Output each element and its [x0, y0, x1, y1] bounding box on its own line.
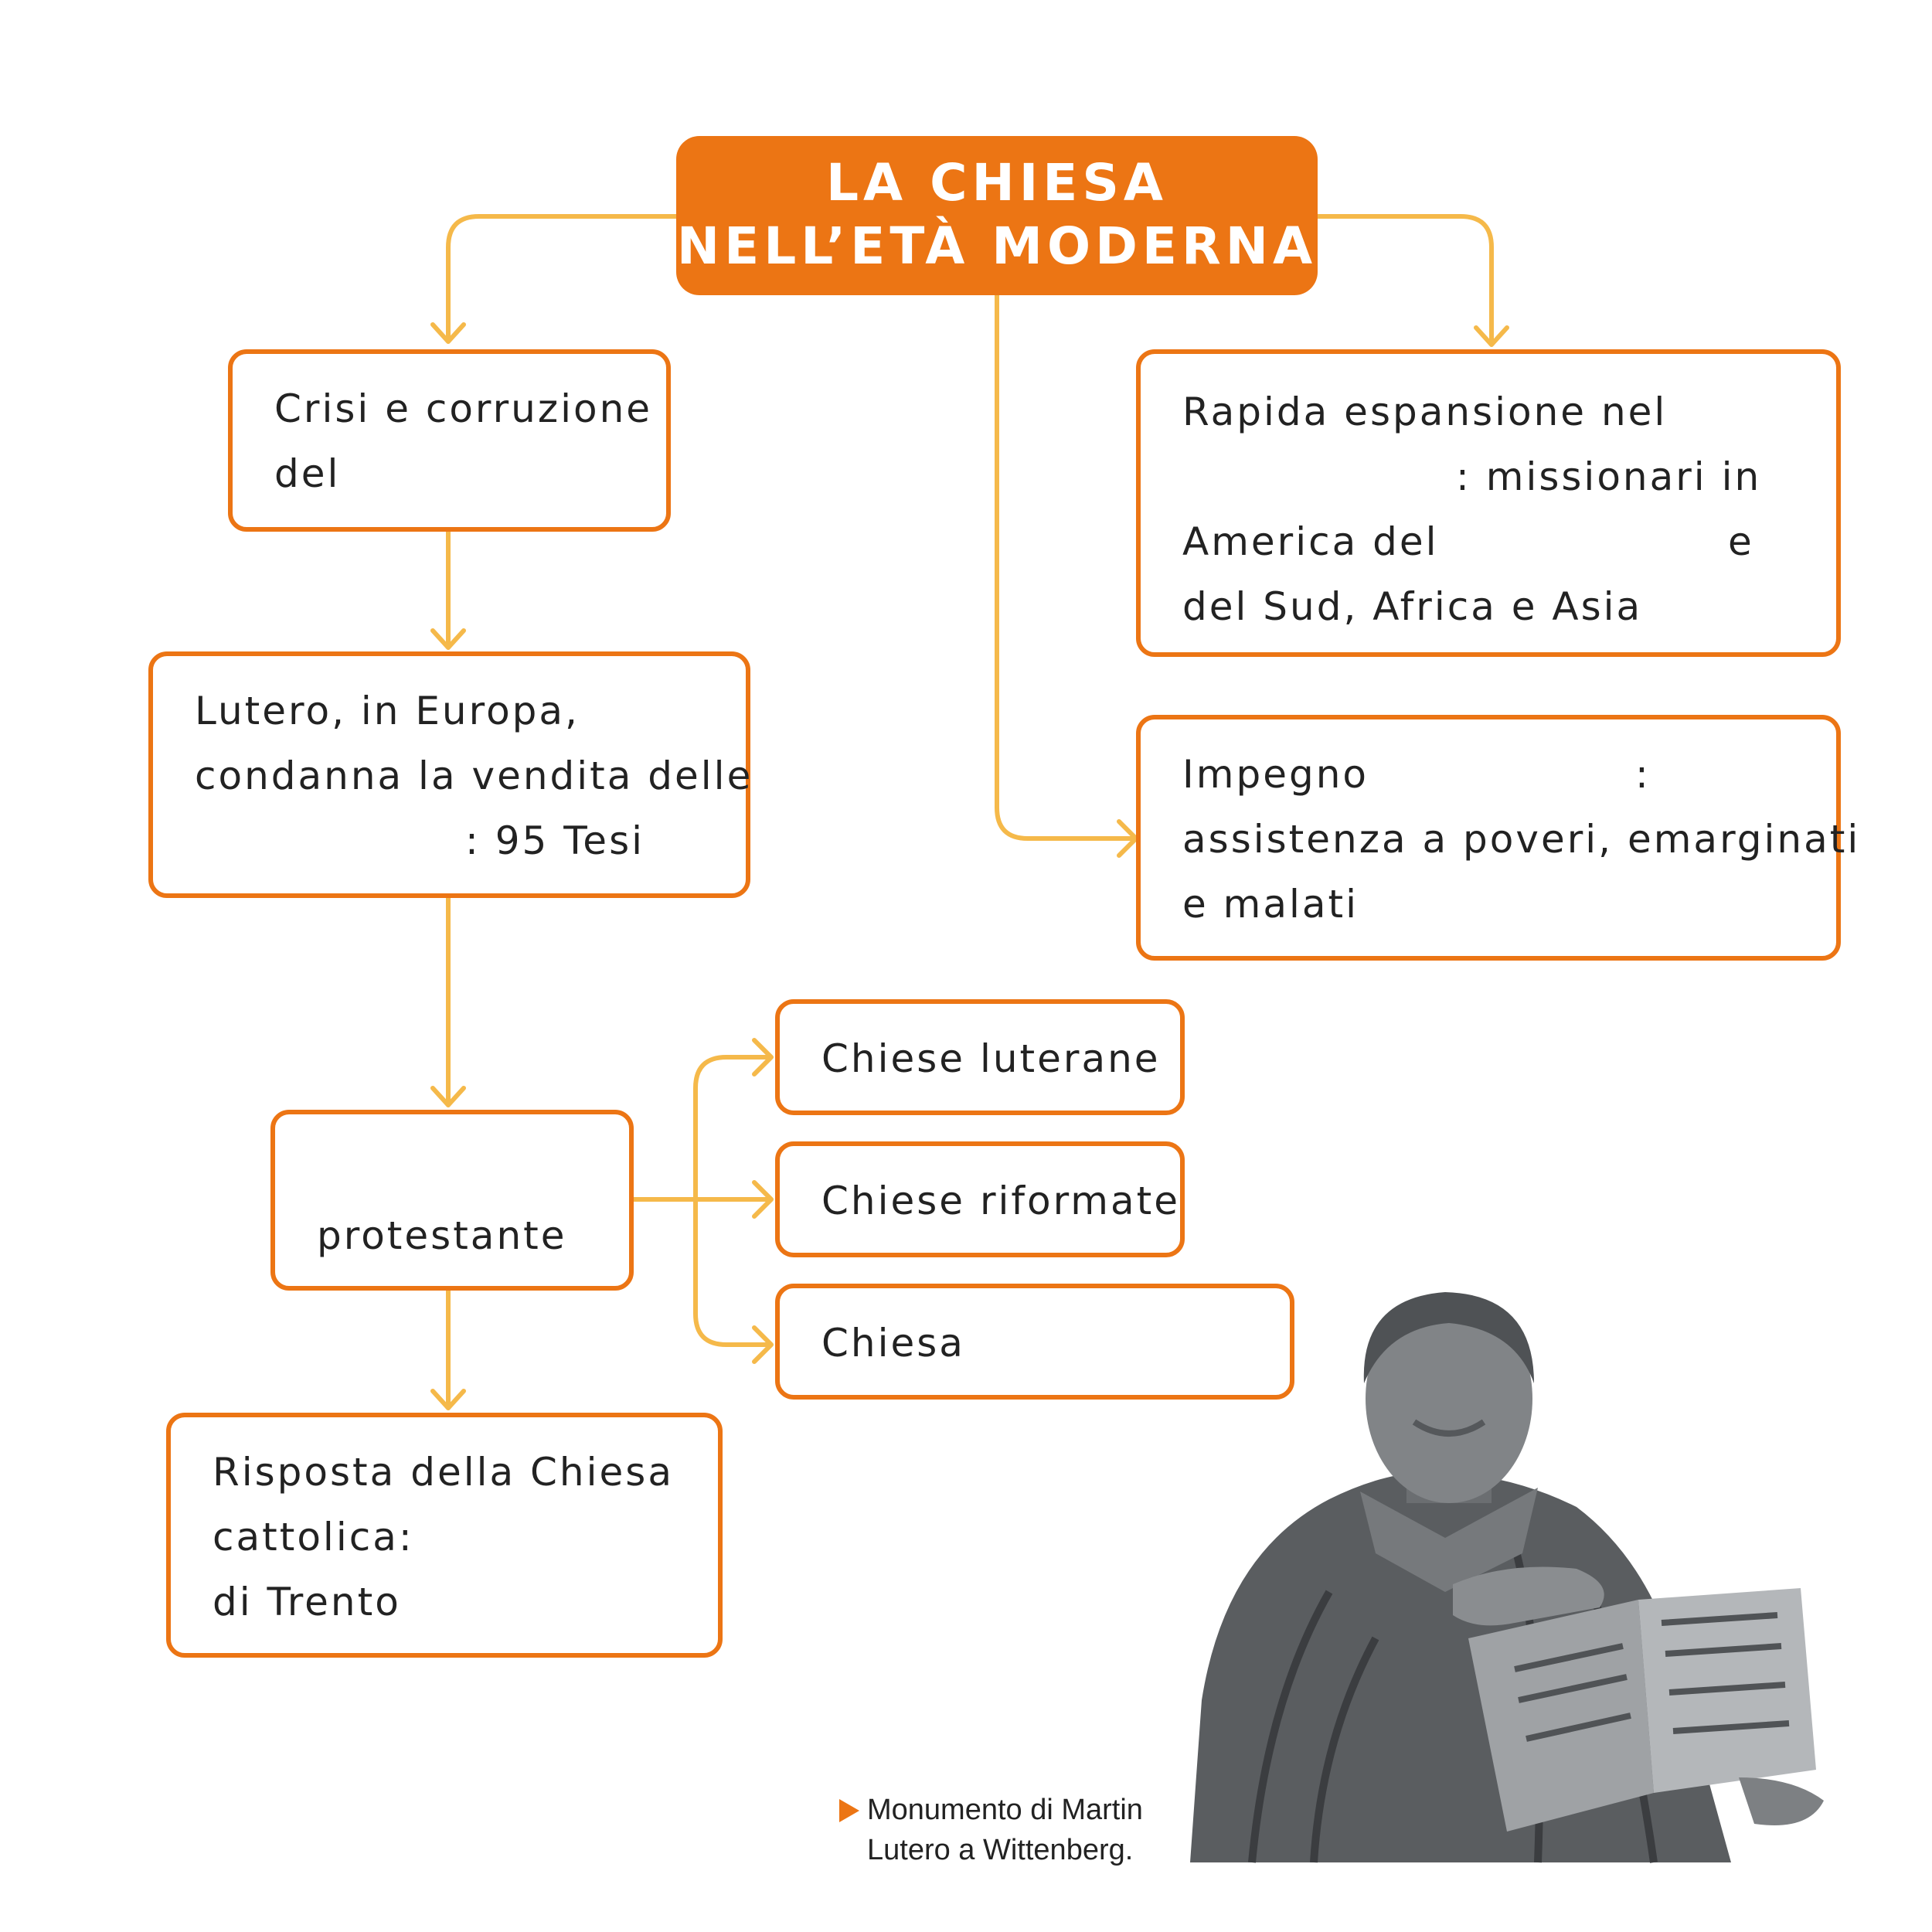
- connector-title-to-impegno: [997, 295, 1134, 838]
- connector-title-to-espansione: [1318, 216, 1492, 342]
- image-caption: [867, 1790, 1143, 1870]
- title-line-2: NELL’ETÀ MODERNA: [676, 216, 1318, 276]
- protestante-box: [270, 1110, 634, 1291]
- risposta-box: [166, 1413, 723, 1658]
- riformate-box: [775, 1141, 1185, 1257]
- chiesa-line-1: Chiesa: [821, 1321, 965, 1366]
- lutero-box: [148, 651, 753, 898]
- lutero-line-2: condanna la vendita delle: [195, 753, 753, 798]
- statue-lower-hand: [1739, 1777, 1824, 1825]
- crisi-line-2: del: [274, 451, 341, 496]
- espansione-line-1: Rapida espansione nel: [1182, 389, 1668, 434]
- luterane-line-1: Chiese luterane: [821, 1036, 1161, 1081]
- espansione-box: [1136, 349, 1841, 657]
- lutero-line-3: : 95 Tesi: [465, 818, 645, 863]
- title-line-1: LA CHIESA: [825, 153, 1168, 213]
- chiesa-box: [775, 1284, 1294, 1400]
- luterane-box: [775, 999, 1185, 1115]
- impegno-line-2: assistenza a poveri, emarginati: [1182, 817, 1861, 862]
- riformate-line-1: Chiese riformate: [821, 1179, 1180, 1223]
- lutero-line-1: Lutero, in Europa,: [195, 689, 580, 733]
- espansione-line-3-end: e: [1728, 519, 1754, 564]
- connector-title-to-crisi: [448, 216, 680, 338]
- crisi-line-1: Crisi e corruzione: [274, 386, 653, 431]
- crisi-box: [228, 349, 671, 532]
- impegno-box: [1136, 715, 1861, 961]
- impegno-line-3: e malati: [1182, 882, 1359, 927]
- protestante-line-1: protestante: [317, 1213, 567, 1258]
- risposta-line-3: di Trento: [213, 1580, 401, 1624]
- espansione-line-2: : missionari in: [1456, 454, 1762, 499]
- impegno-line-1-colon: :: [1635, 752, 1651, 797]
- title-box: [676, 136, 1318, 295]
- caption-triangle-icon: [839, 1799, 859, 1822]
- espansione-line-3: America del: [1182, 519, 1439, 564]
- risposta-line-1: Risposta della Chiesa: [213, 1450, 674, 1495]
- caption-line-2: Lutero a Wittenberg.: [867, 1834, 1134, 1866]
- caption-line-1: Monumento di Martin: [867, 1794, 1143, 1826]
- espansione-line-4: del Sud, Africa e Asia: [1182, 584, 1643, 629]
- risposta-line-2: cattolica:: [213, 1515, 414, 1560]
- impegno-line-1: Impegno: [1182, 752, 1369, 797]
